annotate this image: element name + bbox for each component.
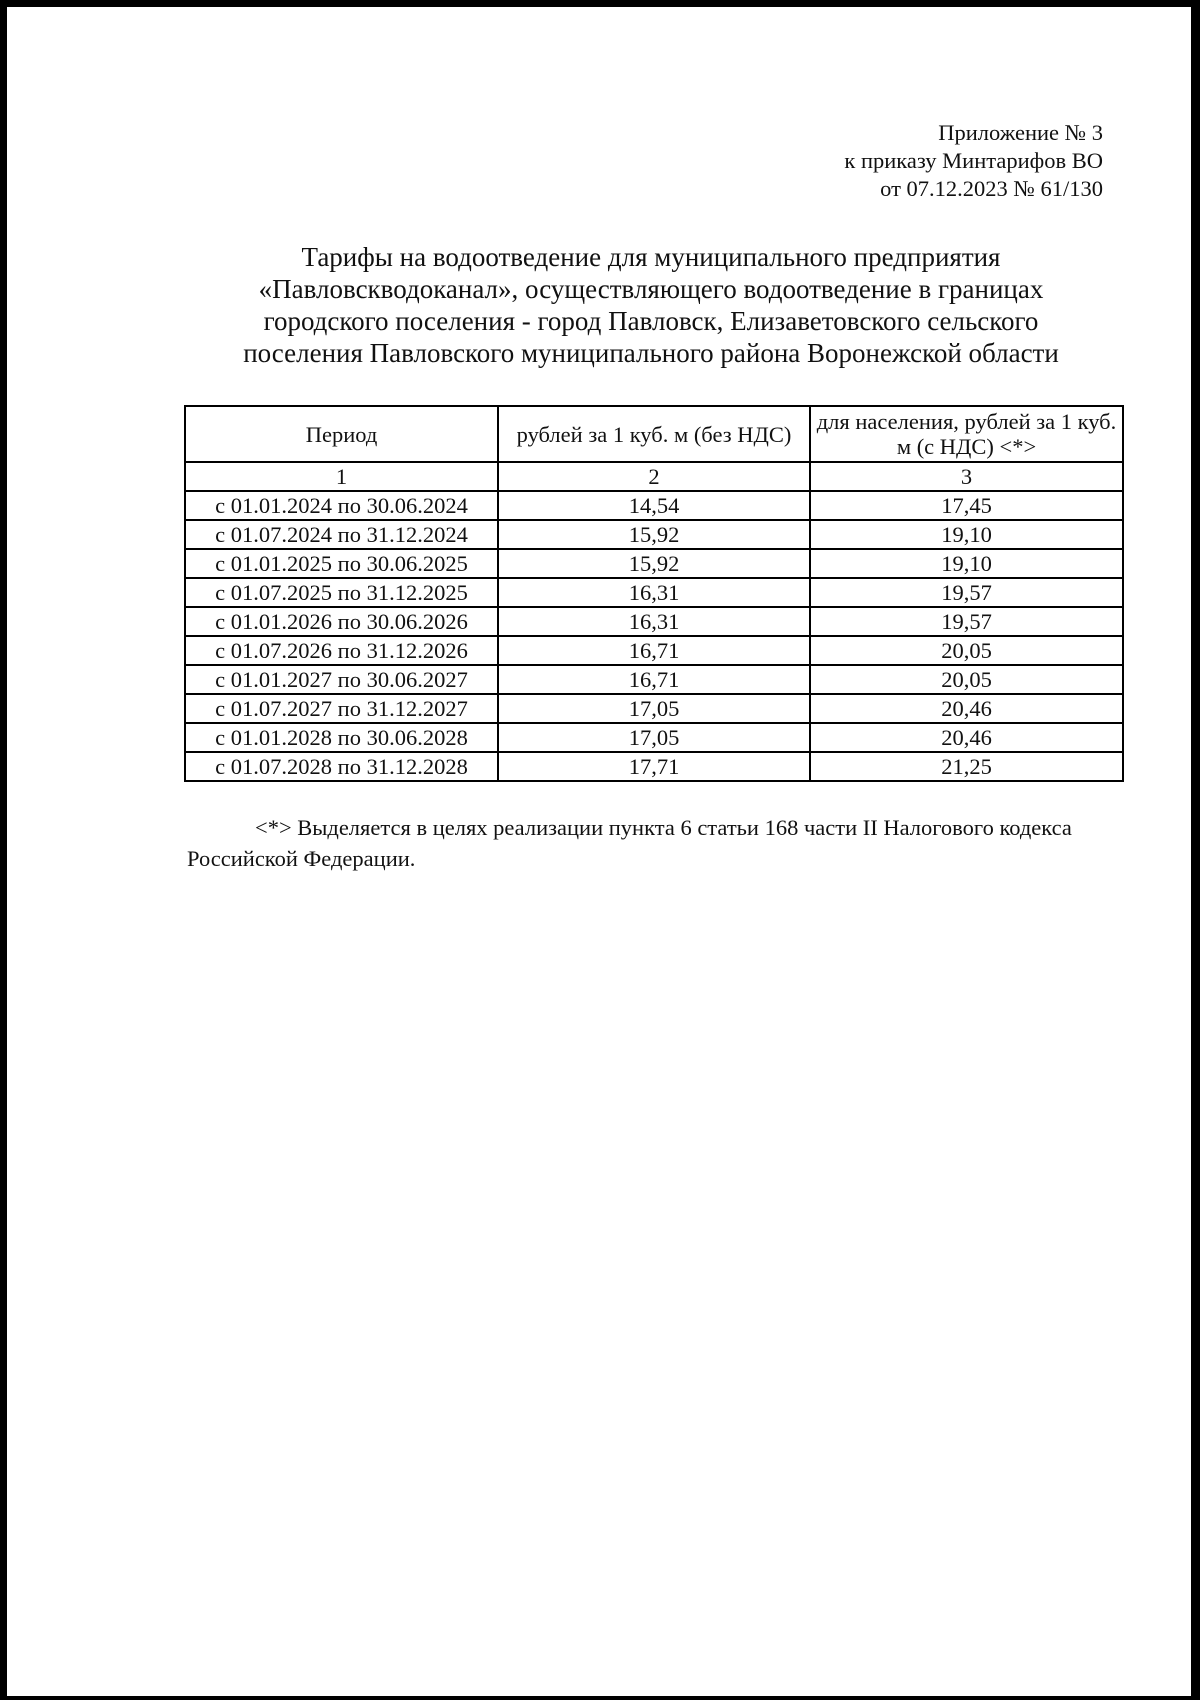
table-row bbox=[185, 665, 1123, 694]
price-vat-cell: 20,05 bbox=[810, 636, 1123, 665]
table-row bbox=[185, 549, 1123, 578]
table-row bbox=[185, 694, 1123, 723]
price-no-vat-cell: 16,71 bbox=[498, 636, 810, 665]
table-row bbox=[185, 491, 1123, 520]
appendix-order: к приказу Минтарифов ВО bbox=[844, 148, 1103, 173]
price-vat-cell: 19,57 bbox=[810, 607, 1123, 636]
period-cell: с 01.07.2026 по 31.12.2026 bbox=[185, 636, 498, 665]
period-cell: с 01.07.2028 по 31.12.2028 bbox=[185, 752, 498, 781]
column-number-row bbox=[185, 462, 1123, 491]
column-number: 2 bbox=[498, 462, 810, 491]
appendix-reference bbox=[844, 119, 1103, 203]
price-vat-cell: 20,46 bbox=[810, 723, 1123, 752]
column-number: 3 bbox=[810, 462, 1123, 491]
period-cell: с 01.07.2027 по 31.12.2027 bbox=[185, 694, 498, 723]
appendix-number: Приложение № 3 bbox=[938, 120, 1103, 145]
period-cell: с 01.01.2025 по 30.06.2025 bbox=[185, 549, 498, 578]
column-header-price-no-vat: рублей за 1 куб. м (без НДС) bbox=[498, 406, 810, 462]
price-vat-cell: 19,10 bbox=[810, 520, 1123, 549]
price-vat-cell: 17,45 bbox=[810, 491, 1123, 520]
column-number: 1 bbox=[185, 462, 498, 491]
table-row bbox=[185, 723, 1123, 752]
appendix-date: от 07.12.2023 № 61/130 bbox=[880, 176, 1103, 201]
price-no-vat-cell: 16,31 bbox=[498, 607, 810, 636]
table-row bbox=[185, 578, 1123, 607]
price-no-vat-cell: 14,54 bbox=[498, 491, 810, 520]
price-vat-cell: 20,05 bbox=[810, 665, 1123, 694]
price-vat-cell: 19,57 bbox=[810, 578, 1123, 607]
column-header-period: Период bbox=[185, 406, 498, 462]
period-cell: с 01.07.2024 по 31.12.2024 bbox=[185, 520, 498, 549]
price-vat-cell: 20,46 bbox=[810, 694, 1123, 723]
table-row bbox=[185, 636, 1123, 665]
table-row bbox=[185, 752, 1123, 781]
period-cell: с 01.01.2028 по 30.06.2028 bbox=[185, 723, 498, 752]
price-no-vat-cell: 17,05 bbox=[498, 723, 810, 752]
table-row bbox=[185, 607, 1123, 636]
price-no-vat-cell: 16,31 bbox=[498, 578, 810, 607]
period-cell: с 01.01.2026 по 30.06.2026 bbox=[185, 607, 498, 636]
title-line: Тарифы на водоотведение для муниципального предприятия bbox=[301, 242, 1001, 272]
title-line: городского поселения - город Павловск, Елизаветовского сельского bbox=[263, 306, 1039, 336]
price-no-vat-cell: 15,92 bbox=[498, 520, 810, 549]
price-vat-cell: 19,10 bbox=[810, 549, 1123, 578]
price-vat-cell: 21,25 bbox=[810, 752, 1123, 781]
price-no-vat-cell: 17,05 bbox=[498, 694, 810, 723]
period-cell: с 01.01.2024 по 30.06.2024 bbox=[185, 491, 498, 520]
price-no-vat-cell: 15,92 bbox=[498, 549, 810, 578]
footnote: <*> Выделяется в целях реализации пункта 6 статьи 168 части II Налогового кодекса Российской Федерации. bbox=[187, 815, 1072, 871]
table-row bbox=[185, 520, 1123, 549]
table-header-row bbox=[185, 406, 1123, 462]
price-no-vat-cell: 16,71 bbox=[498, 665, 810, 694]
title-line: поселения Павловского муниципального района Воронежской области bbox=[243, 338, 1059, 368]
period-cell: с 01.07.2025 по 31.12.2025 bbox=[185, 578, 498, 607]
document-title bbox=[157, 241, 1145, 369]
tariff-table bbox=[184, 405, 1124, 782]
column-header-price-population-vat: для населения, рублей за 1 куб. м (с НДС) <*> bbox=[810, 406, 1123, 462]
period-cell: с 01.01.2027 по 30.06.2027 bbox=[185, 665, 498, 694]
price-no-vat-cell: 17,71 bbox=[498, 752, 810, 781]
title-line: «Павловскводоканал», осуществляющего водоотведение в границах bbox=[258, 274, 1044, 304]
